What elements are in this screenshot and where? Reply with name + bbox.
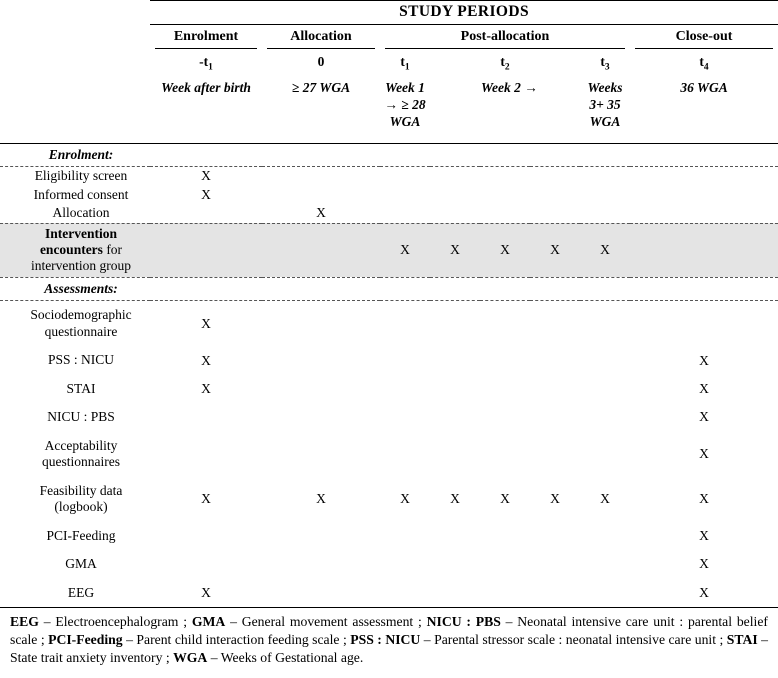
empty-cell xyxy=(530,143,580,166)
x-mark-cell: X xyxy=(201,168,211,184)
empty-cell xyxy=(150,143,262,166)
empty-cell xyxy=(530,346,580,374)
empty-cell xyxy=(380,167,430,186)
empty-cell xyxy=(380,432,430,477)
empty-cell xyxy=(262,579,380,608)
x-mark-cell: X xyxy=(580,223,630,277)
empty-cell xyxy=(262,186,380,204)
empty-cell xyxy=(430,277,480,300)
row-label: STAI xyxy=(66,380,96,396)
empty-cell xyxy=(380,403,430,431)
empty-cell xyxy=(580,277,630,300)
empty-cell xyxy=(580,550,630,578)
empty-cell xyxy=(430,73,480,143)
empty-cell xyxy=(530,204,580,223)
x-mark-cell: X xyxy=(201,186,211,202)
abbreviation-term: STAI xyxy=(726,631,758,647)
table-row xyxy=(0,301,778,346)
empty-cell xyxy=(380,277,430,300)
period-description-row xyxy=(0,73,778,143)
empty-cell xyxy=(430,403,480,431)
empty-cell xyxy=(530,49,580,73)
table-row xyxy=(0,579,778,608)
corner-cell xyxy=(0,49,150,73)
empty-cell xyxy=(430,579,480,608)
table-row xyxy=(0,204,778,223)
empty-cell xyxy=(580,167,630,186)
x-mark-cell: X xyxy=(480,223,530,277)
x-mark-cell: X xyxy=(699,584,709,600)
column-header-label: Post-allocation xyxy=(385,27,625,49)
empty-cell xyxy=(580,346,630,374)
x-mark-cell: X xyxy=(699,409,709,425)
empty-cell xyxy=(262,375,380,403)
empty-cell xyxy=(530,579,580,608)
table-row xyxy=(0,223,778,277)
timepoint-0 xyxy=(262,49,380,73)
empty-cell xyxy=(262,346,380,374)
column-header-enrolment xyxy=(150,25,262,50)
empty-cell xyxy=(630,167,778,186)
empty-cell xyxy=(262,277,380,300)
x-mark-cell: X xyxy=(500,491,510,507)
x-mark-cell: X xyxy=(201,584,211,600)
timepoint-t3 xyxy=(580,49,630,73)
matrix-body xyxy=(0,143,778,607)
row-label: Intervention encounters for intervention group xyxy=(0,223,150,277)
column-header-post-allocation xyxy=(380,25,630,50)
x-mark-cell: X xyxy=(699,556,709,572)
empty-cell xyxy=(380,375,430,403)
empty-cell xyxy=(150,403,262,431)
empty-cell xyxy=(630,143,778,166)
empty-cell xyxy=(480,375,530,403)
empty-cell xyxy=(380,143,430,166)
column-header-close-out xyxy=(630,25,778,50)
empty-cell xyxy=(430,49,480,73)
x-mark-cell: X xyxy=(450,491,460,507)
empty-cell xyxy=(580,579,630,608)
empty-cell xyxy=(480,550,530,578)
abbreviation-term: PSS : NICU xyxy=(350,631,421,647)
timepoint-base: t xyxy=(500,54,505,69)
desc-enrolment: Week after birth xyxy=(150,73,262,143)
x-mark-cell: X xyxy=(699,352,709,368)
x-mark-cell: X xyxy=(400,491,410,507)
corner-cell xyxy=(0,73,150,143)
empty-cell xyxy=(262,403,380,431)
empty-cell xyxy=(430,186,480,204)
empty-cell xyxy=(580,522,630,550)
empty-cell xyxy=(530,432,580,477)
empty-cell xyxy=(530,301,580,346)
empty-cell xyxy=(262,301,380,346)
x-mark-cell: X xyxy=(380,223,430,277)
row-label: Allocation xyxy=(0,204,150,223)
x-mark-cell: X xyxy=(316,491,326,507)
empty-cell xyxy=(580,186,630,204)
abbreviation-term: GMA xyxy=(191,614,226,629)
timepoint-sub: 4 xyxy=(703,62,709,73)
empty-cell xyxy=(480,432,530,477)
empty-cell xyxy=(430,143,480,166)
table-row xyxy=(0,403,778,431)
empty-cell xyxy=(480,186,530,204)
empty-cell xyxy=(580,375,630,403)
empty-cell xyxy=(480,579,530,608)
empty-cell xyxy=(150,432,262,477)
row-label: Informed consent xyxy=(33,186,129,202)
row-label: EEG xyxy=(67,584,95,600)
timepoint-base: t xyxy=(600,54,605,69)
desc-t2: Week 2 → xyxy=(480,73,530,143)
empty-cell xyxy=(480,143,530,166)
empty-cell xyxy=(430,301,480,346)
empty-cell xyxy=(480,167,530,186)
empty-cell xyxy=(480,522,530,550)
table-row xyxy=(0,277,778,300)
empty-cell xyxy=(430,204,480,223)
empty-cell xyxy=(480,403,530,431)
x-mark-cell: X xyxy=(600,491,610,507)
empty-cell xyxy=(480,204,530,223)
table-row xyxy=(0,346,778,374)
desc-t3: Weeks 3+ 35 WGA xyxy=(580,73,630,143)
empty-cell xyxy=(630,186,778,204)
empty-cell xyxy=(530,277,580,300)
x-mark-cell: X xyxy=(201,315,211,331)
empty-cell xyxy=(530,375,580,403)
abbreviation-term: WGA xyxy=(173,649,208,665)
empty-cell xyxy=(530,522,580,550)
empty-cell xyxy=(150,223,262,277)
empty-cell xyxy=(150,550,262,578)
table-row xyxy=(0,432,778,477)
empty-cell xyxy=(630,277,778,300)
empty-cell xyxy=(430,522,480,550)
x-mark-cell: X xyxy=(262,204,380,223)
timepoint-base: t xyxy=(400,54,405,69)
row-label: Enrolment: xyxy=(0,143,150,166)
empty-cell xyxy=(380,186,430,204)
table-row xyxy=(0,186,778,204)
empty-cell xyxy=(630,223,778,277)
timepoint-sub: 2 xyxy=(504,62,510,73)
empty-cell xyxy=(480,277,530,300)
row-label: GMA xyxy=(65,556,97,572)
column-header-label: Enrolment xyxy=(155,27,257,49)
x-mark-cell: X xyxy=(550,491,560,507)
column-header-label: Close-out xyxy=(635,27,773,49)
x-mark-cell: X xyxy=(699,491,709,507)
empty-cell xyxy=(380,550,430,578)
empty-cell xyxy=(580,204,630,223)
empty-cell xyxy=(380,204,430,223)
row-label: PSS : NICU xyxy=(47,352,115,368)
timepoint-minus-t1 xyxy=(150,49,262,73)
empty-cell xyxy=(150,277,262,300)
timepoint-t1 xyxy=(380,49,430,73)
column-header-label: Allocation xyxy=(267,27,375,49)
empty-cell xyxy=(580,301,630,346)
desc-t1: Week 1 → ≥ 28 WGA xyxy=(380,73,430,143)
empty-cell xyxy=(150,204,262,223)
period-header-row xyxy=(0,25,778,50)
x-mark-cell: X xyxy=(699,527,709,543)
empty-cell xyxy=(630,204,778,223)
empty-cell xyxy=(530,186,580,204)
empty-cell xyxy=(262,167,380,186)
corner-cell xyxy=(0,1,150,25)
abbreviation-term: EEG xyxy=(10,614,39,629)
empty-cell xyxy=(430,167,480,186)
row-label: Feasibility data (logbook) xyxy=(39,482,123,515)
desc-allocation: ≥ 27 WGA xyxy=(262,73,380,143)
table-row xyxy=(0,477,778,522)
row-label: NICU : PBS xyxy=(47,409,115,425)
column-header-allocation xyxy=(262,25,380,50)
empty-cell xyxy=(480,301,530,346)
x-mark-cell: X xyxy=(530,223,580,277)
x-mark-cell: X xyxy=(699,446,709,462)
timepoint-base: -t xyxy=(199,54,209,69)
timepoint-sub: 1 xyxy=(208,62,213,73)
empty-cell xyxy=(580,403,630,431)
timepoint-sub: 3 xyxy=(604,62,610,73)
empty-cell xyxy=(150,522,262,550)
empty-cell xyxy=(580,143,630,166)
title-row xyxy=(0,1,778,25)
row-label: Acceptability questionnaires xyxy=(42,437,120,470)
row-label: Assessments: xyxy=(0,277,150,300)
x-mark-cell: X xyxy=(699,381,709,397)
abbreviations-footnote: EEG – Electroencephalogram ; GMA – General movement assessment ; NICU : PBS – Neonatal intensive care unit : parental belief scale ; PCI-Feeding – Parent child interaction feeding scale ; PSS : NICU – Parental stressor scale : neonatal intensive care unit ; STAI – State trait anxiety inventory ; WGA – Weeks of Gestational age. xyxy=(10,614,769,665)
empty-cell xyxy=(380,346,430,374)
empty-cell xyxy=(262,550,380,578)
timepoint-sub: 1 xyxy=(404,62,410,73)
empty-cell xyxy=(380,301,430,346)
x-mark-cell: X xyxy=(430,223,480,277)
empty-cell xyxy=(480,346,530,374)
empty-cell xyxy=(380,579,430,608)
table-row xyxy=(0,167,778,186)
table-title: STUDY PERIODS xyxy=(150,1,778,25)
empty-cell xyxy=(380,522,430,550)
empty-cell xyxy=(530,167,580,186)
abbreviation-term: PCI-Feeding xyxy=(48,631,123,647)
timepoint-t2 xyxy=(480,49,530,73)
timepoint-t4 xyxy=(630,49,778,73)
x-mark-cell: X xyxy=(201,381,211,397)
table-row xyxy=(0,522,778,550)
empty-cell xyxy=(430,432,480,477)
empty-cell xyxy=(430,375,480,403)
timepoint-base: 0 xyxy=(317,54,325,69)
timepoint-base: t xyxy=(699,54,704,69)
abbreviation-term: NICU : PBS xyxy=(426,614,501,629)
empty-cell xyxy=(430,550,480,578)
empty-cell xyxy=(580,432,630,477)
empty-cell xyxy=(530,403,580,431)
timepoint-row xyxy=(0,49,778,73)
empty-cell xyxy=(430,346,480,374)
row-label: Eligibility screen xyxy=(34,168,128,184)
empty-cell xyxy=(530,550,580,578)
table-row xyxy=(0,375,778,403)
corner-cell xyxy=(0,25,150,50)
empty-cell xyxy=(630,301,778,346)
row-label: Sociodemographic questionnaire xyxy=(30,307,132,339)
table-row xyxy=(0,550,778,578)
empty-cell xyxy=(262,143,380,166)
empty-cell xyxy=(262,223,380,277)
empty-cell xyxy=(262,432,380,477)
row-label: PCI-Feeding xyxy=(46,527,116,543)
table-row xyxy=(0,143,778,166)
empty-cell xyxy=(262,522,380,550)
x-mark-cell: X xyxy=(201,352,211,368)
desc-t4: 36 WGA xyxy=(630,73,778,143)
x-mark-cell: X xyxy=(201,491,211,507)
